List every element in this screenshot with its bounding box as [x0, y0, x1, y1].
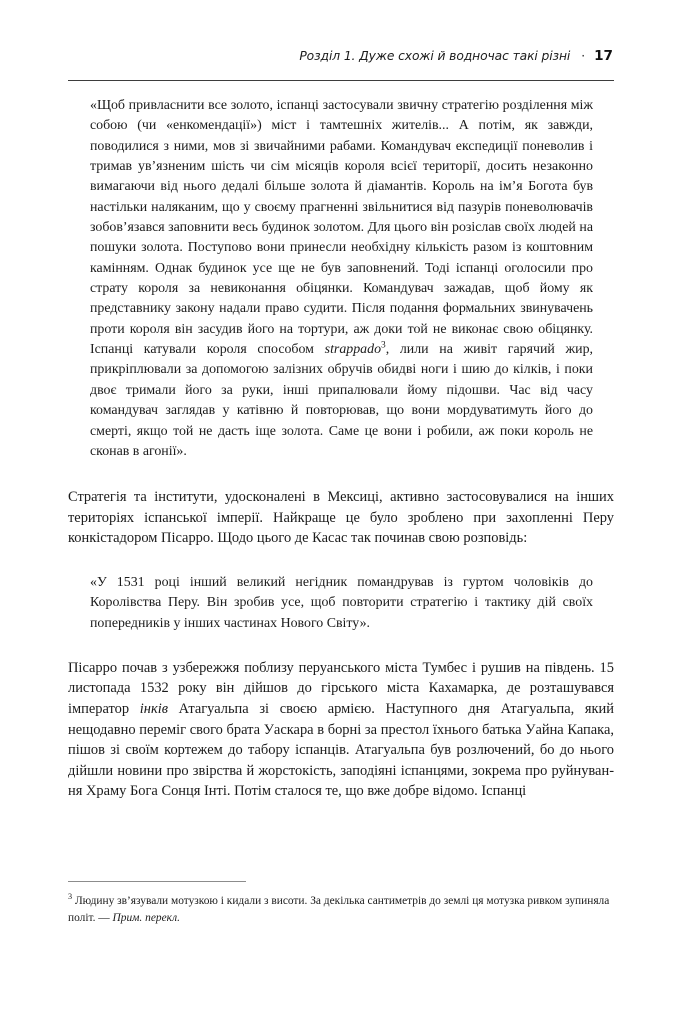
text-frame	[68, 96, 614, 802]
blockquote-italic-term: strappado	[324, 342, 382, 358]
blockquote-las-casas-gold	[68, 96, 614, 462]
blockquote-las-casas-peru	[68, 573, 614, 634]
footnote-3	[68, 893, 614, 926]
footnote-area	[68, 893, 614, 926]
paragraph-text-part2: Атагуальпа зі своєю армією. Наступного дня Атагуальпа, який нещодавно переміг свого брата Уаскара в борні за престол їхнього батька Уайна Капака, пішов зі своїм кортежем до табору іспанців. Атагуальпа був розлючений, бо до нього дійшли новини про звірства й жорстокість, заподіяні іспанцями, зокрема про руйнування Храму Бога Сонця Інті. Потім сталося те, що вже добре відомо. Іспанці	[68, 700, 614, 800]
page-number: 17	[594, 48, 613, 64]
running-head-separator: ·	[581, 49, 586, 63]
paragraph-text-part1: Пісарро почав з узбережжя поблизу перуанського міста Тумбес і рушив на південь. 15 листопада 1532 року він дійшов до гірського міста Кахамарка, де розташувався імператор	[68, 659, 614, 717]
blockquote-paragraph	[90, 96, 593, 462]
footnote-reference-3: 3	[381, 340, 386, 351]
running-head	[68, 48, 613, 70]
footnote-marker: 3	[68, 892, 73, 902]
spacer	[68, 462, 614, 487]
paragraph-italic-term: інків	[139, 700, 168, 717]
footnote-attribution: Прим. перекл.	[112, 911, 181, 924]
spacer	[68, 549, 614, 573]
spacer	[68, 634, 614, 658]
blockquote-text-part2: , лили на живіт гарячий жир, прикріплювали за допомогою залізних обручів обидві ноги і шию до кілків, і поки двоє тримали його за руки, інші припалювали йому підошви. Час від часу командувач заглядав у катівню й повторював, що вони мордуватимуть його до смерті, якщо той не дасть іще золота. Саме це вони і робили, аж поки король не сконав в агонії».	[90, 342, 593, 459]
footnote-separator-rule	[68, 881, 246, 882]
footnote-text: Людину зв’язували мотузкою і кидали з висоти. За декілька сантиметрів до землі ця мотузка ривком зупиняла політ. —	[68, 895, 610, 924]
blockquote-text-part1: «Щоб привласнити все золото, іспанці застосували звичну стратегію розділення між собою (чи «енкомендації») міст і тамтешніх жителів... А потім, як завжди, поводилися з ними, мов зі звичайними рабами. Командувач експедиції поневолив і тримав ув’язненим шість чи сім місяців короля всієї території, досить незаконно вимагаючи від нього дедалі більше золота й діамантів. Король на ім’я Богота був настільки наляканим, що у своєму прагненні звільнитися від пазурів поневолювачів зобов’язався заповнити весь будинок золотом. Для цього він розіслав своїх людей на пошуки золота. Поступово вони принесли необхідну кількість разом із коштовним камінням. Однак будинок усе ще не був заповнений. Тоді іспанці оголосили про страту короля за невиконання обіцянки. Командувач зажадав, щоб йому як представнику закону надали право судити. Після подання формальних звинувачень проти короля він засудив його на тортури, аж доки той не виконає свою обіцянку. Іспанці катували короля способом	[90, 98, 593, 358]
running-head-title: Розділ 1. Дуже схожі й водночас такі різні	[299, 49, 571, 63]
paragraph-pizarro	[68, 658, 614, 802]
paragraph-strategy-institutions: Стратегія та інститути, удосконалені в Мексиці, активно застосовувалися на інших територіях іспанської імперії. Найкраще це було зроблено при захопленні Перу конкістадором Пісарро. Щодо цього де Касас так починав свою розповідь:	[68, 489, 614, 547]
header-rule	[68, 80, 614, 81]
blockquote-paragraph: «У 1531 році інший великий негідник помандрував із гуртом чоловіків до Королівства Перу. Він зробив усе, щоб повторити стратегію і тактику дій своїх попередників у інших частинах Нового Світу».	[90, 574, 593, 631]
